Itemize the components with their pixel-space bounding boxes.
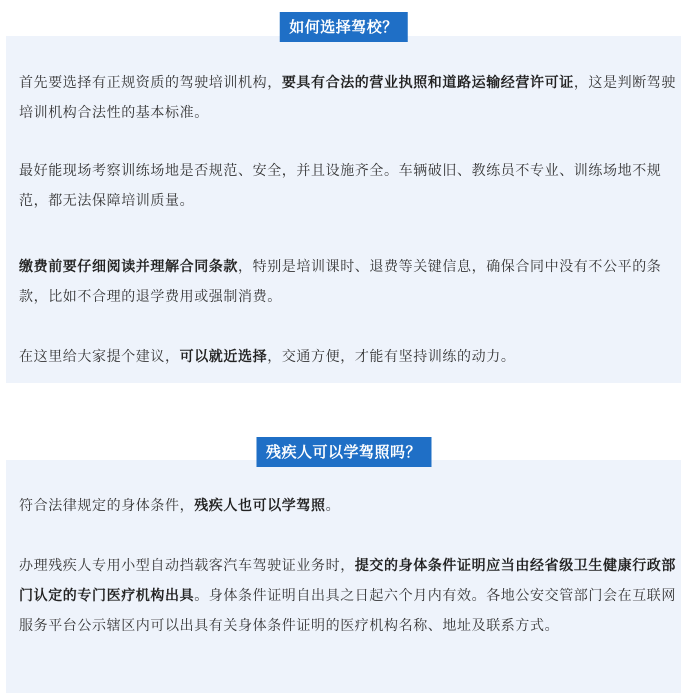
text: 在这里给大家提个建议，: [19, 349, 180, 365]
text: 。: [325, 498, 341, 514]
bold-text: 可以就近选择: [179, 349, 268, 365]
text: 符合法律规定的身体条件，: [19, 498, 195, 514]
text: ，这是判断驾驶培训机构合法性的基本标准。: [19, 75, 677, 121]
paragraph-qualification: [19, 68, 677, 128]
paragraph-contract: [19, 252, 677, 312]
section-title-badge: 残疾人可以学驾照吗？: [256, 437, 431, 467]
section-choose-driving-school: [6, 36, 681, 383]
bold-text: 缴费前要仔细阅读并理解合同条款: [19, 259, 238, 275]
bold-text: 提交的身体条件证明应当由经省级卫生健康行政部门认定的专门医疗机构出具: [19, 558, 677, 604]
paragraph-site-inspection: [19, 156, 677, 216]
paragraph-medical-certificate: [19, 551, 677, 641]
paragraph-suggestion: [19, 342, 677, 372]
text: 最好能现场考察训练场地是否规范、安全，并且设施齐全。车辆破旧、教练员不专业、训练场地不规范，都无法保障培训质量。: [19, 163, 662, 209]
text: 。身体条件证明自出具之日起六个月内有效。各地公安交管部门会在互联网服务平台公示辖区内可以出具有关身体条件证明的医疗机构名称、地址及联系方式。: [19, 588, 677, 634]
section-title-badge: 如何选择驾校？: [279, 12, 408, 42]
text: 首先要选择有正规资质的驾驶培训机构，: [19, 75, 282, 91]
bold-text: 要具有合法的营业执照和道路运输经营许可证: [281, 75, 574, 91]
paragraph-eligibility: [19, 491, 677, 521]
text: ，特别是培训课时、退费等关键信息，确保合同中没有不公平的条款，比如不合理的退学费用或强制消费。: [19, 259, 662, 305]
section-disabled-license: [6, 460, 681, 693]
text: 办理残疾人专用小型自动挡载客汽车驾驶证业务时，: [19, 558, 355, 574]
text: ，交通方便，才能有坚持训练的动力。: [267, 349, 516, 365]
bold-text: 残疾人也可以学驾照: [194, 498, 326, 514]
